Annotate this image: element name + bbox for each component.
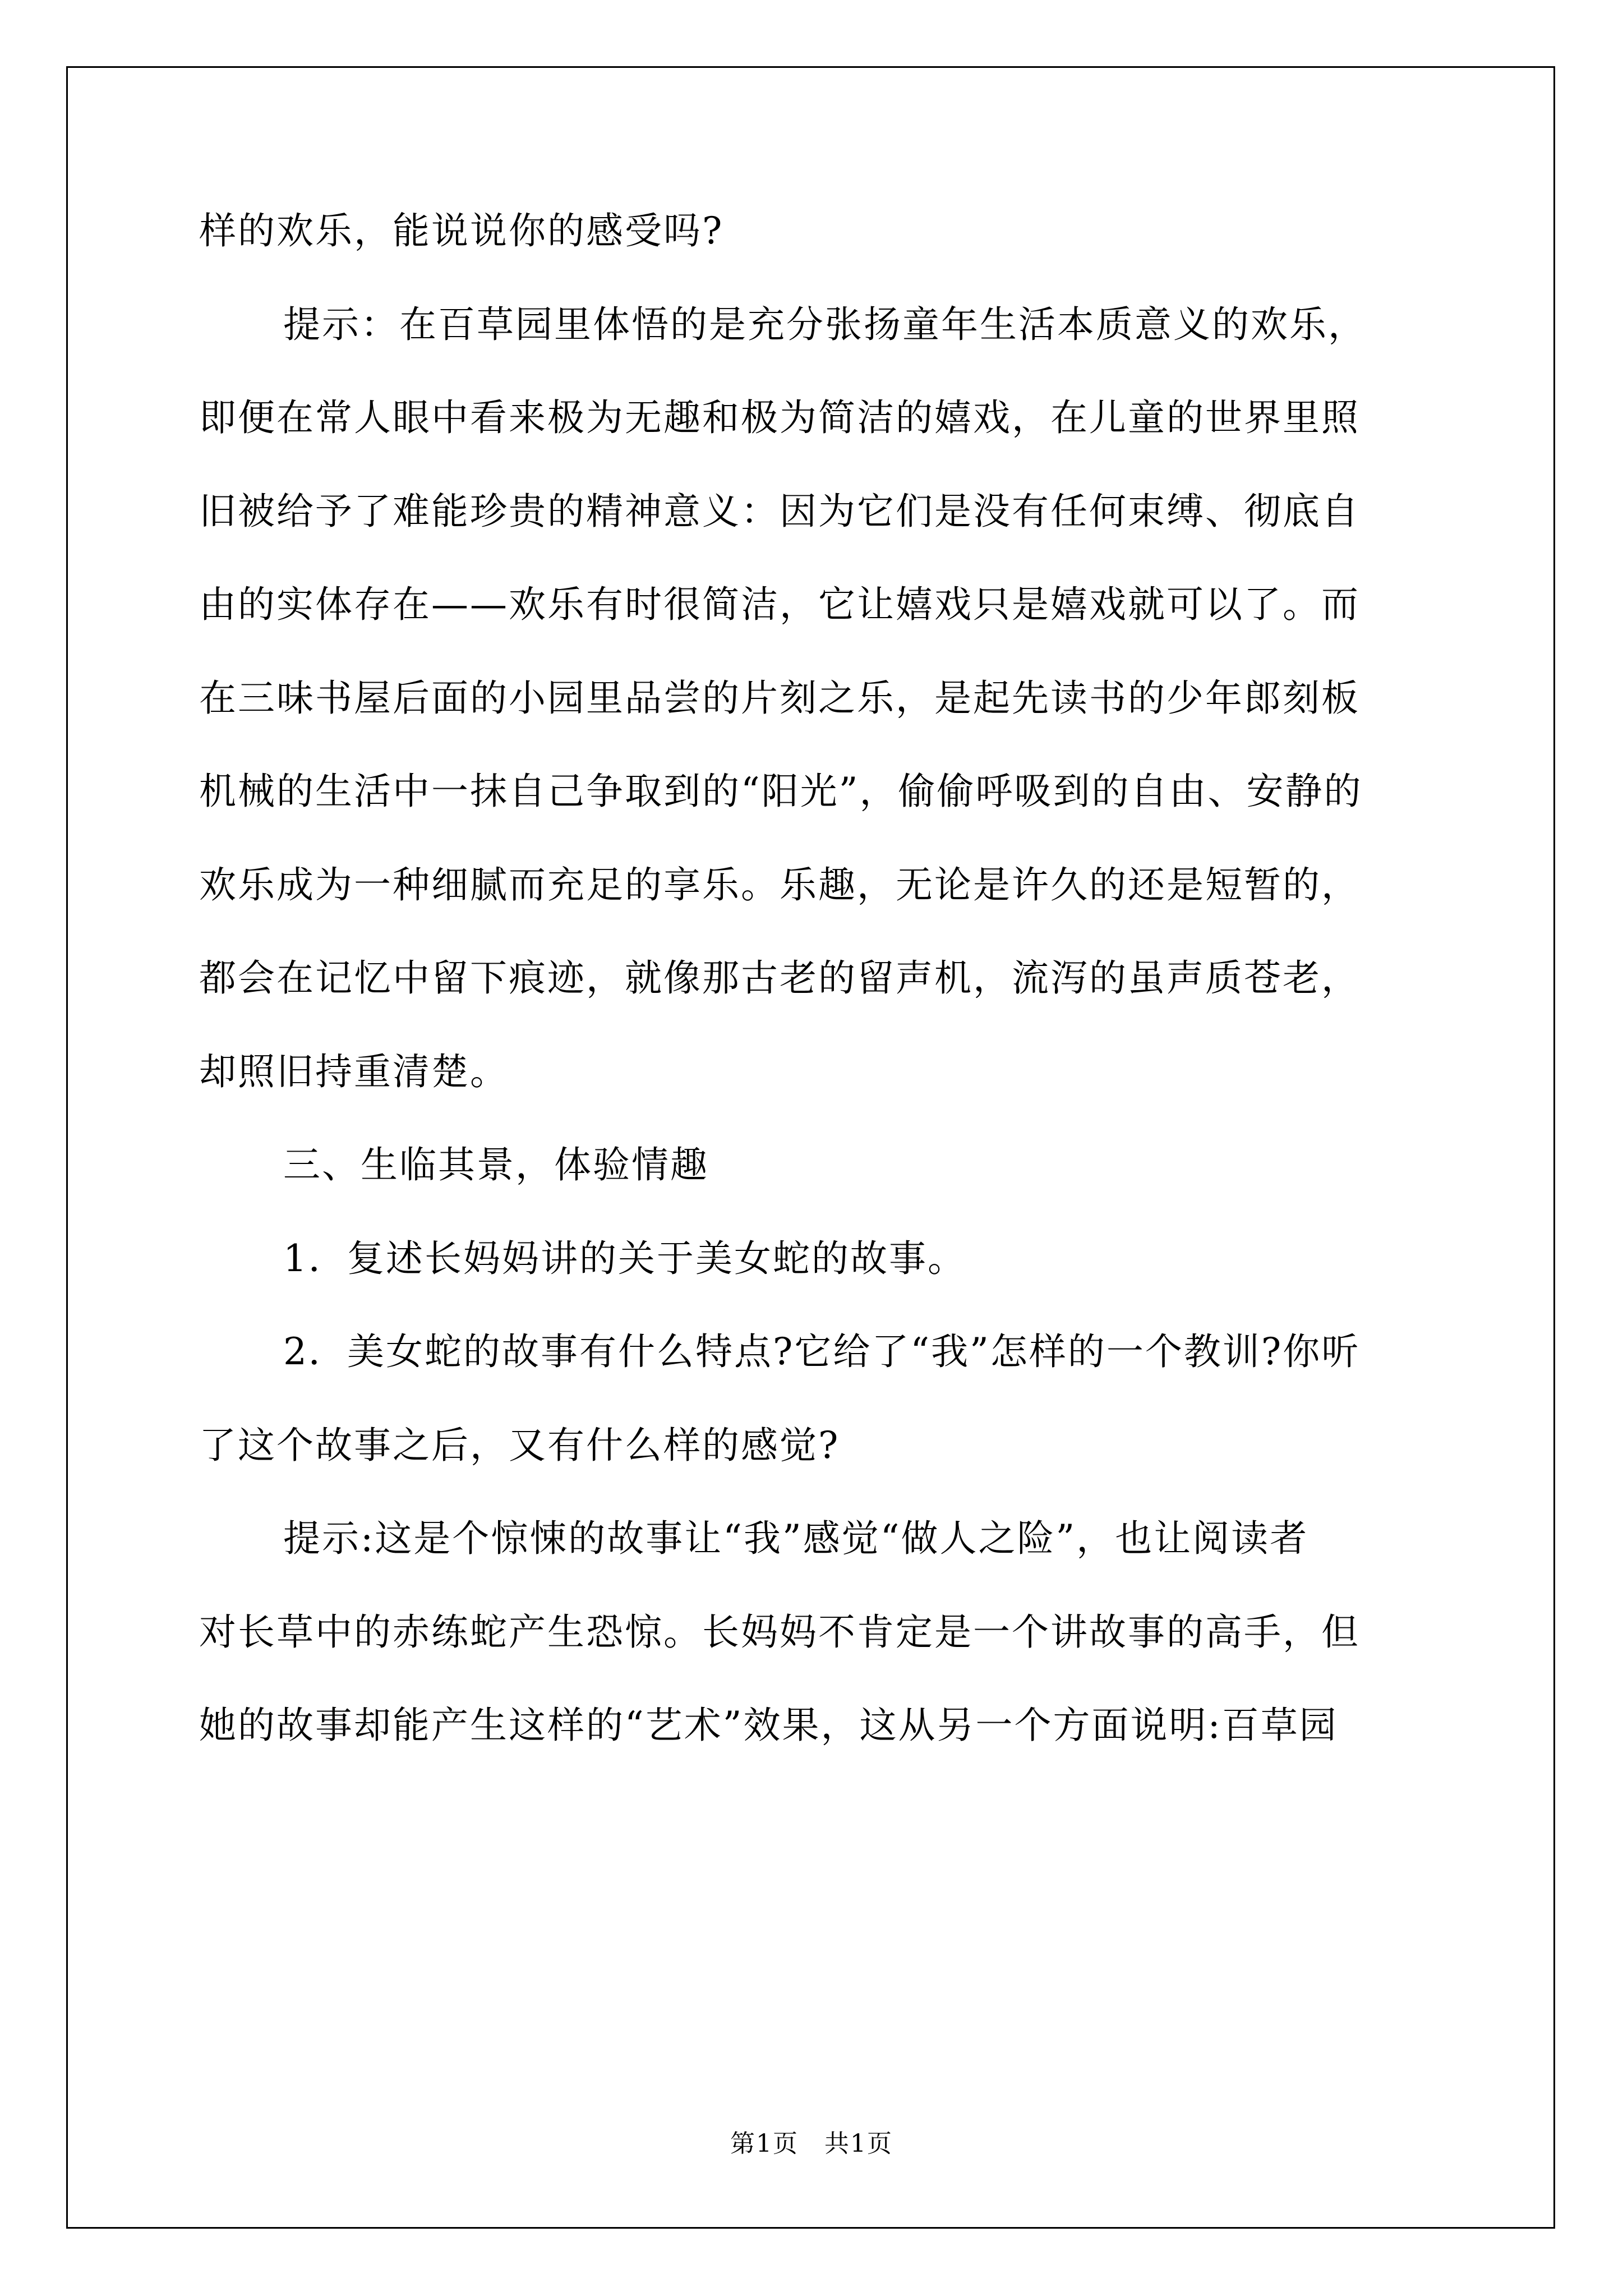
text-line: 了这个故事之后，又有什么样的感觉? (199, 1424, 840, 1467)
text-line: 1．复述长妈妈讲的关于美女蛇的故事。 (283, 1237, 966, 1280)
text-line: 即便在常人眼中看来极为无趣和极为简洁的嬉戏，在儿童的世界里照 (199, 396, 1360, 439)
text-line: 提示：在百草园里体悟的是充分张扬童年生活本质意义的欢乐， (283, 303, 1367, 346)
text-line: 在三味书屋后面的小园里品尝的片刻之乐，是起先读书的少年郎刻板 (199, 677, 1360, 720)
text-line: 却照旧持重清楚。 (199, 1050, 509, 1093)
section-heading: 三、生临其景，体验情趣 (283, 1143, 709, 1186)
text-line: 旧被给予了难能珍贵的精神意义：因为它们是没有任何束缚、彻底自 (199, 490, 1360, 533)
page-number-footer: 第1页 共1页 (730, 2129, 893, 2158)
text-line: 欢乐成为一种细腻而充足的享乐。乐趣，无论是许久的还是短暂的， (199, 863, 1360, 907)
text-line: 她的故事却能产生这样的“艺术”效果，这从另一个方面说明:百草园 (199, 1704, 1338, 1747)
text-line: 2．美女蛇的故事有什么特点?它给了“我”怎样的一个教训?你听 (283, 1330, 1361, 1373)
text-line: 都会在记忆中留下痕迹，就像那古老的留声机，流泻的虽声质苍老， (199, 956, 1360, 1000)
text-line: 机械的生活中一抹自己争取到的“阳光”，偷偷呼吸到的自由、安静的 (199, 770, 1363, 813)
text-line: 对长草中的赤练蛇产生恐惊。长妈妈不肯定是一个讲故事的高手，但 (199, 1611, 1360, 1654)
text-line: 由的实体存在——欢乐有时很简洁，它让嬉戏只是嬉戏就可以了。而 (199, 583, 1360, 626)
text-line: 样的欢乐，能说说你的感受吗? (199, 209, 724, 252)
text-line: 提示:这是个惊悚的故事让“我”感觉“做人之险”，也让阅读者 (283, 1517, 1309, 1560)
